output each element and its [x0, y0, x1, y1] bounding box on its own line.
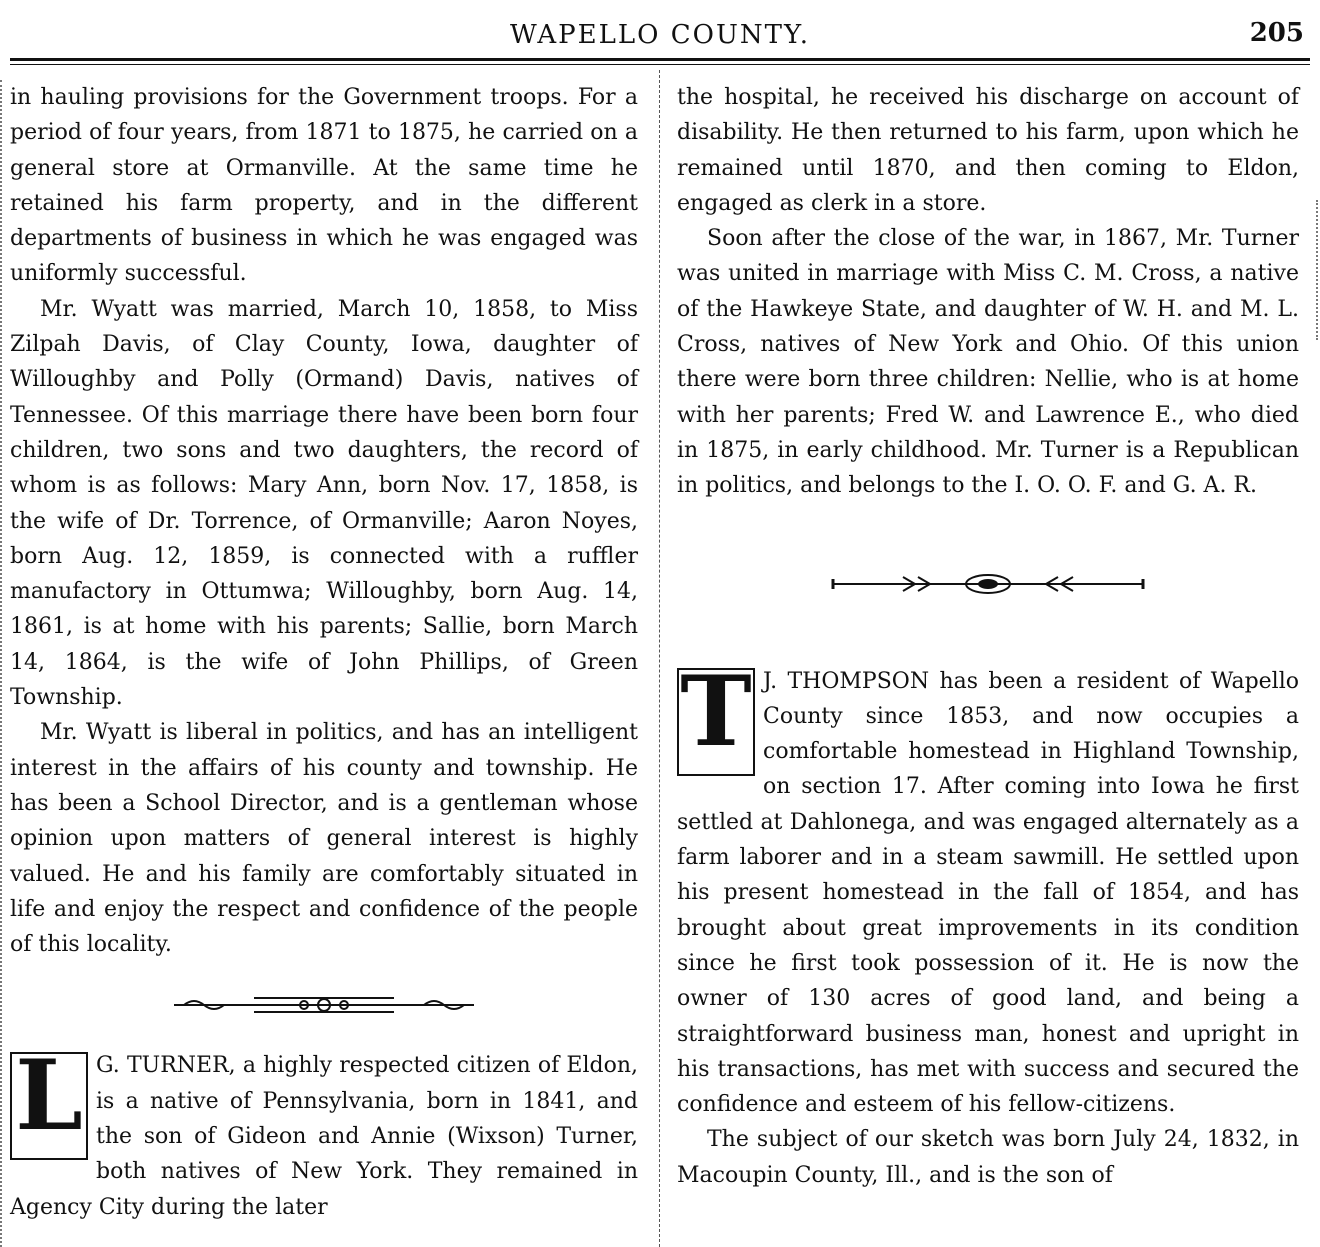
scan-edge-right — [1312, 200, 1318, 340]
running-title: WAPELLO COUNTY. — [509, 20, 811, 50]
thompson-intro-paragraph: J. THOMPSON has been a resident of Wapello County since 1853, and now occupies a comfortable homestead in Highland Township, on section 17. After coming into Iowa he first settled at Dahlonega, and was engaged alternately as a farm laborer and in a steam sawmill. He settled upon his present homestead in the fall of 1854, and has brought about great improvements in its condition since he first took possession of it. He is now the owner of 130 acres of good land, and being a straightforward business man, honest and upright in his transactions, has met with success and secured the confidence and esteem of his fellow-citizens. — [677, 668, 1299, 1118]
column-divider — [659, 70, 660, 1247]
section-ornament-left — [10, 962, 638, 1048]
wyatt-politics-paragraph: Mr. Wyatt is liberal in politics, and has an intelligent interest in the affairs of his county and township. He has been a School Director, and is a gentleman whose opinion upon matters of general interest is highly valued. He and his family are comfortably situated in life and enjoy the respect and confidence of the people of this locality. — [10, 720, 638, 958]
ornament-arrow-flourish-icon — [823, 569, 1153, 599]
wyatt-marriage-paragraph: Mr. Wyatt was married, March 10, 1858, to Miss Zilpah Davis, of Clay County, Iowa, daughter of Willoughby and Polly (Ormand) Davis, natives of Tennessee. Of this marriage there have been born four children, two sons and two daughters, the record of whom is as follows: Mary Ann, born Nov. 17, 1858, is the wife of Dr. Torrence, of Ormanville; Aaron Noyes, born Aug. 12, 1859, is connected with a ruffler manufactory in Ottumwa; Willoughby, born Aug. 14, 1861, is at home with his parents; Sallie, born March 14, 1864, is the wife of John Phillips, of Green Township. — [10, 296, 638, 711]
scan-edge-left — [0, 80, 8, 1247]
turner-biography — [10, 1039, 638, 1224]
thompson-birth-paragraph: The subject of our sketch was born July 24, 1832, in Macoupin County, Ill., and is the son of — [677, 1127, 1299, 1188]
right-column — [677, 80, 1299, 1193]
section-ornament-right — [677, 504, 1299, 664]
page-header — [0, 0, 1320, 60]
left-column — [10, 80, 638, 1225]
turner-drop-cap: L — [10, 1052, 88, 1160]
turner-intro-paragraph: G. TURNER, a highly respected citizen of Eldon, is a native of Pennsylvania, born in 1841, and the son of Gideon and Annie (Wixson) Turner, both natives of New York. They remained in Agency City during the later — [10, 1053, 638, 1220]
thompson-drop-cap: T — [677, 668, 755, 776]
page-number: 205 — [1249, 18, 1304, 48]
ornament-flourish-icon — [164, 990, 484, 1020]
turner-marriage-paragraph: Soon after the close of the war, in 1867, Mr. Turner was united in marriage with Miss C. M. Cross, a native of the Hawkeye State, and daughter of W. H. and M. L. Cross, natives of New York and Ohio. Of this union there were born three children: Nellie, who is at home with her parents; Fred W. and Lawrence E., who died in 1875, in early childhood. Mr. Turner is a Republican in politics, and belongs to the I. O. O. F. and G. A. R. — [677, 226, 1299, 499]
turner-discharge-paragraph: the hospital, he received his discharge on account of disability. He then returned to his farm, upon which he remained until 1870, and then coming to Eldon, engaged as clerk in a store. — [677, 85, 1299, 216]
wyatt-business-paragraph: in hauling provisions for the Government troops. For a period of four years, from 1871 to 1875, he carried on a general store at Ormanville. At the same time he retained his farm property, and in the different departments of business in which he was engaged was uniformly successful. — [10, 85, 638, 287]
header-rule — [10, 58, 1310, 61]
thompson-biography — [677, 654, 1299, 1123]
header-rule-thin — [10, 64, 1310, 65]
